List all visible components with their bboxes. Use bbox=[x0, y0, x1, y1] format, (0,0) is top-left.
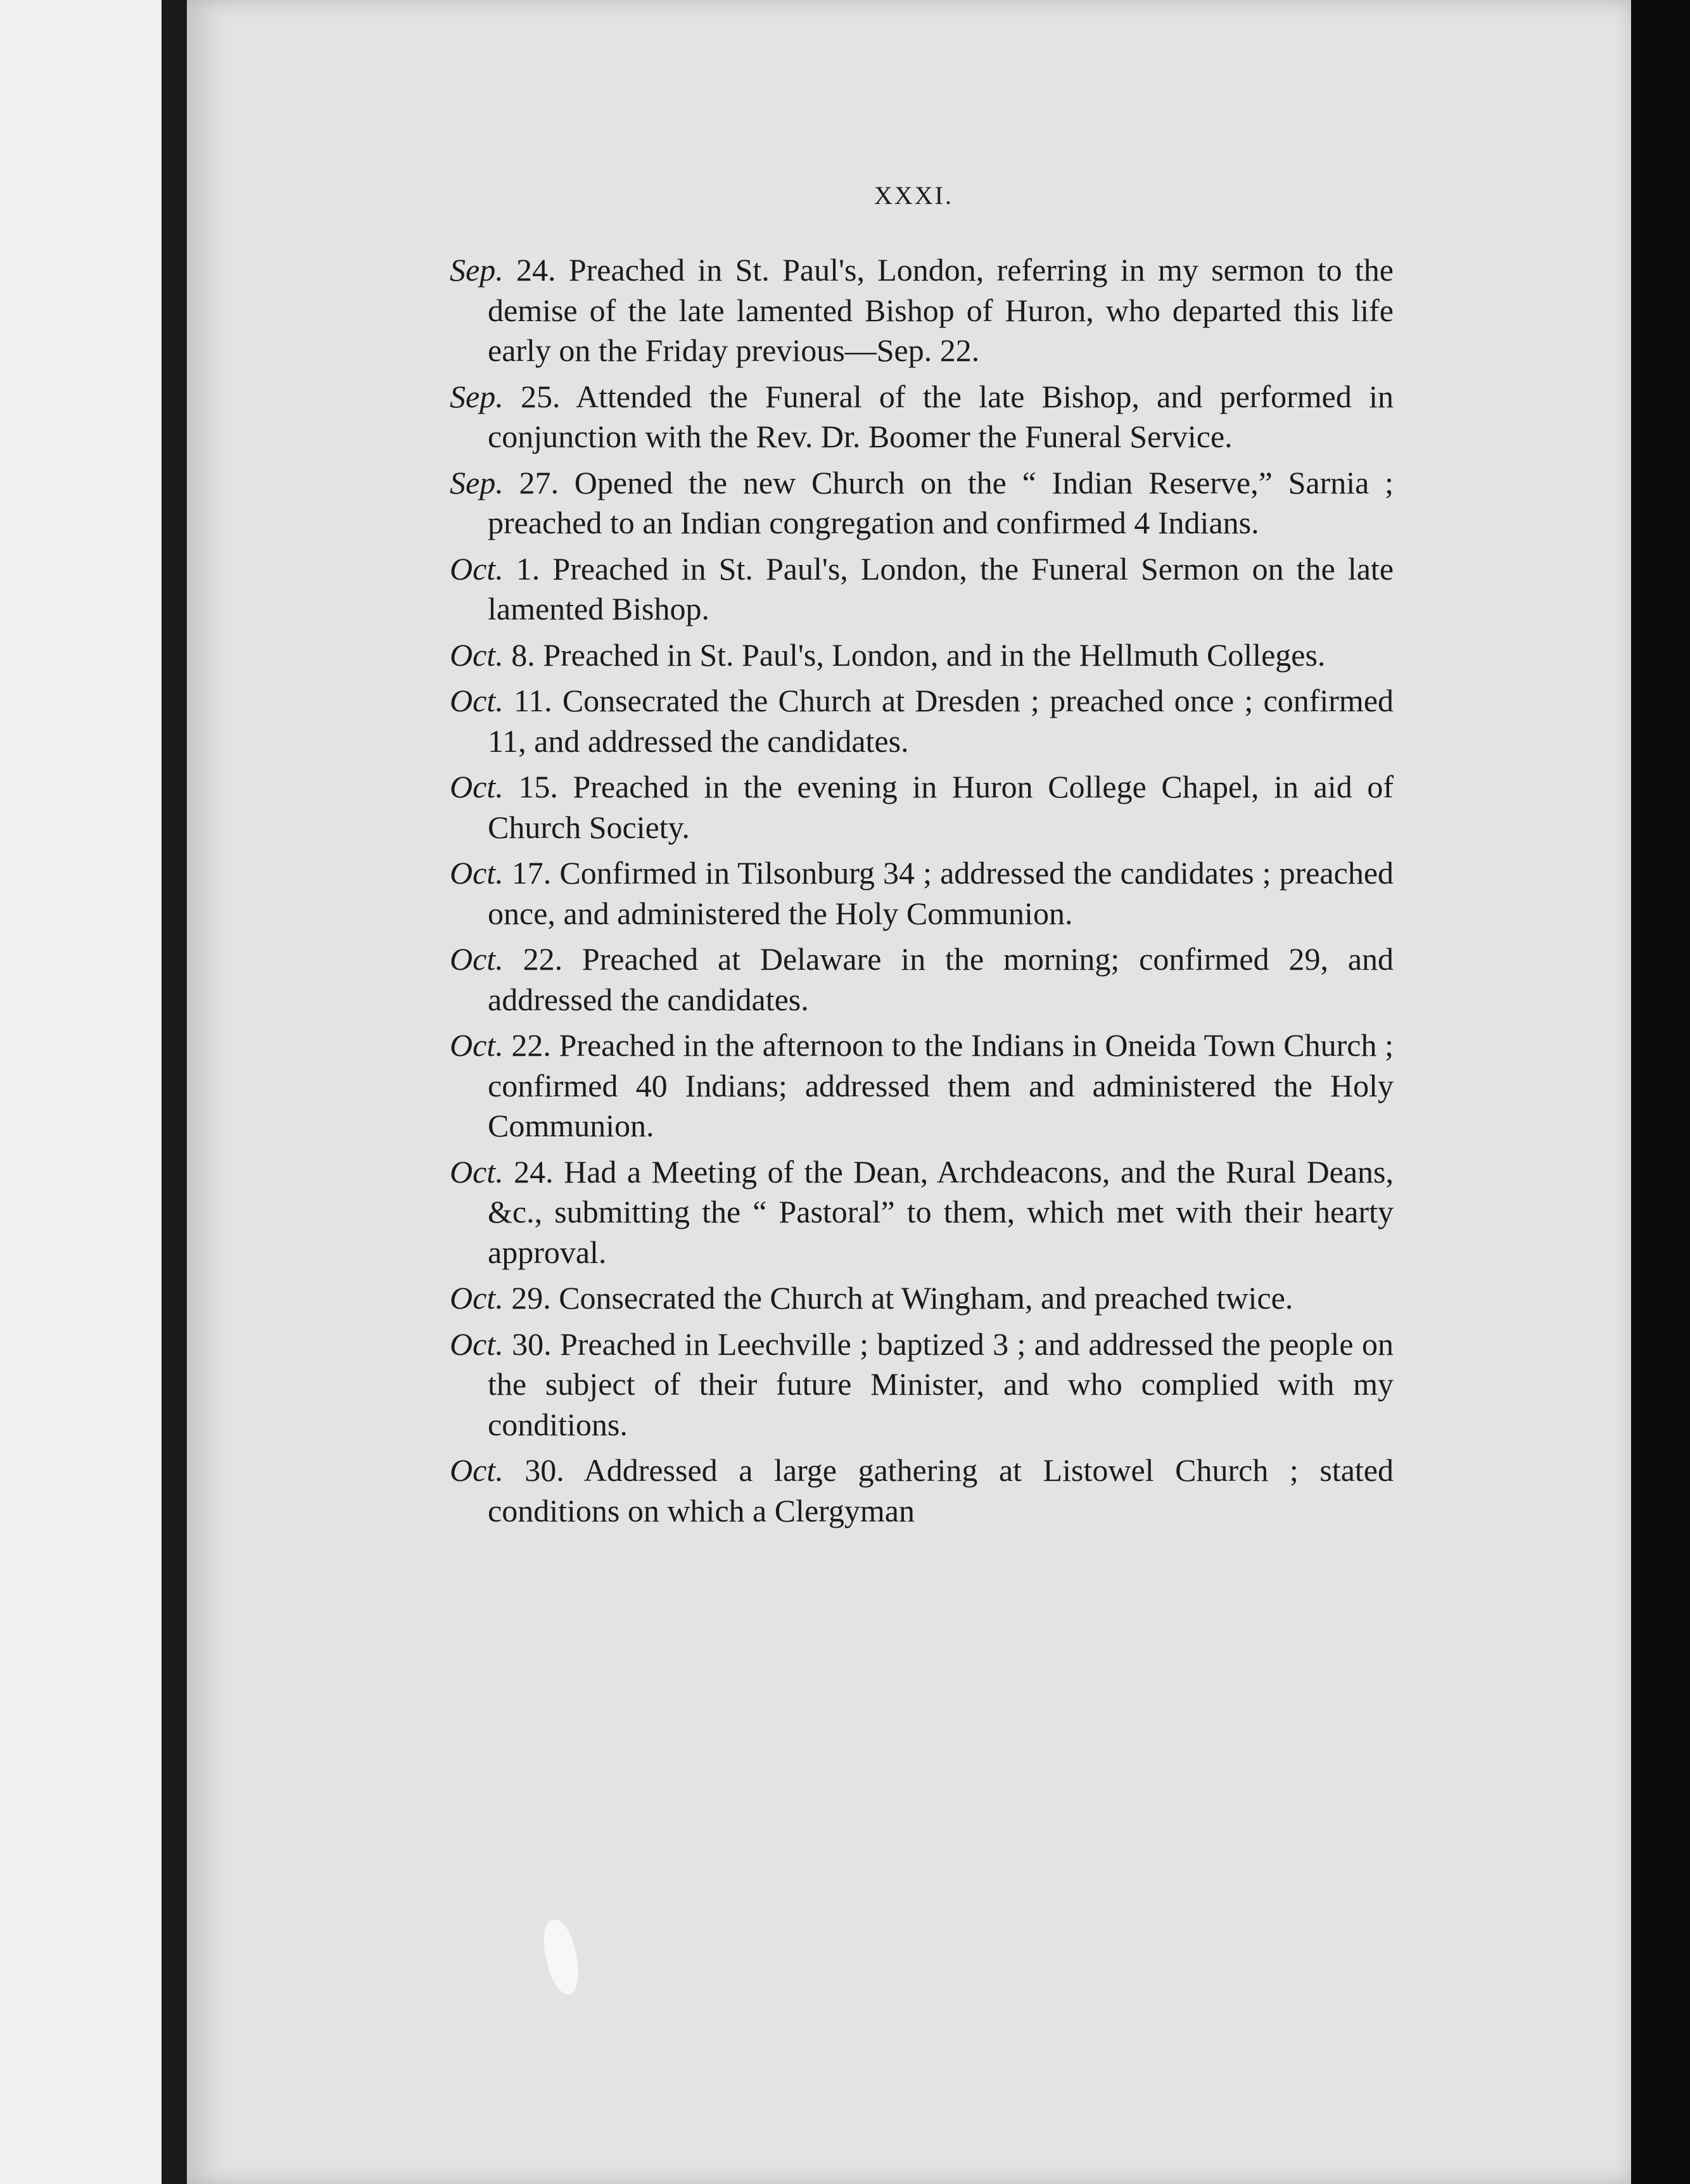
book-gutter bbox=[162, 0, 187, 2184]
entry-month: Oct. bbox=[450, 637, 504, 673]
diary-entries bbox=[450, 250, 1394, 1537]
entry-month: Oct. bbox=[450, 550, 504, 587]
entry-day: 25. bbox=[520, 378, 561, 414]
entry-month: Oct. bbox=[450, 941, 504, 977]
entry-month: Oct. bbox=[450, 1027, 504, 1063]
left-page-edge bbox=[0, 0, 162, 2184]
entry-text: Attended the Funeral of the late Bishop, and performed in conjunction with the Rev. Dr. Boomer the Funeral Service. bbox=[488, 378, 1394, 454]
entry-day: 30. bbox=[524, 1452, 564, 1488]
diary-entry bbox=[450, 635, 1394, 676]
entry-month: Oct. bbox=[450, 1452, 504, 1488]
entry-text: Addressed a large gathering at Listowel Church ; stated conditions on which a Clergyman bbox=[488, 1452, 1394, 1528]
entry-text: Preached in the evening in Huron College Chapel, in aid of Church Society. bbox=[488, 769, 1394, 845]
entry-day: 1. bbox=[516, 550, 540, 587]
diary-entry bbox=[450, 377, 1394, 457]
diary-entry bbox=[450, 1152, 1394, 1273]
entry-text: Preached in St. Paul's, London, the Funeral Sermon on the late lamented Bishop. bbox=[488, 550, 1394, 626]
diary-entry bbox=[450, 1025, 1394, 1146]
diary-entry bbox=[450, 1324, 1394, 1445]
entry-text: Consecrated the Church at Dresden ; preached once ; confirmed 11, and addressed the candidates. bbox=[488, 683, 1394, 759]
diary-entry bbox=[450, 681, 1394, 761]
diary-entry bbox=[450, 463, 1394, 543]
diary-entry bbox=[450, 939, 1394, 1020]
entry-text: Had a Meeting of the Dean, Archdeacons, and the Rural Deans, &c., submitting the “ Pastoral” to them, which met with their hearty approval. bbox=[488, 1153, 1394, 1270]
entry-day: 29. bbox=[511, 1280, 551, 1316]
diary-entry bbox=[450, 853, 1394, 934]
entry-day: 24. bbox=[516, 252, 556, 288]
entry-month: Oct. bbox=[450, 1280, 504, 1316]
entry-text: Opened the new Church on the “ Indian Reserve,” Sarnia ; preached to an Indian congregation and confirmed 4 Indians. bbox=[488, 464, 1394, 540]
entry-text: Preached at Delaware in the morning; confirmed 29, and addressed the candidates. bbox=[488, 941, 1394, 1017]
entry-month: Oct. bbox=[450, 769, 504, 804]
entry-month: Sep. bbox=[450, 252, 504, 288]
diary-entry bbox=[450, 767, 1394, 848]
entry-day: 22. bbox=[511, 1027, 551, 1063]
diary-entry bbox=[450, 549, 1394, 630]
diary-entry bbox=[450, 250, 1394, 371]
entry-day: 30. bbox=[512, 1326, 552, 1362]
entry-day: 8. bbox=[511, 637, 535, 673]
entry-day: 11. bbox=[513, 683, 552, 718]
entry-month: Oct. bbox=[450, 1326, 504, 1362]
entry-day: 22. bbox=[523, 941, 563, 977]
scan-border bbox=[1631, 0, 1690, 2184]
entry-month: Sep. bbox=[450, 378, 504, 414]
page-number: XXXI. bbox=[874, 181, 953, 210]
entry-month: Oct. bbox=[450, 683, 504, 718]
entry-month: Oct. bbox=[450, 855, 504, 891]
entry-month: Oct. bbox=[450, 1153, 504, 1190]
entry-text: Confirmed in Tilsonburg 34 ; addressed the candidates ; preached once, and administered the Holy Communion. bbox=[488, 855, 1394, 931]
entry-text: Preached in St. Paul's, London, referring in my sermon to the demise of the late lamented Bishop of Huron, who departed this life early on the Friday previous—Sep. 22. bbox=[488, 252, 1394, 368]
diary-entry bbox=[450, 1278, 1394, 1319]
entry-text: Preached in Leechville ; baptized 3 ; and addressed the people on the subject of their future Minister, and who complied with my conditions. bbox=[488, 1326, 1394, 1442]
entry-day: 24. bbox=[514, 1153, 554, 1190]
entry-day: 27. bbox=[519, 464, 559, 500]
entry-day: 17. bbox=[511, 855, 552, 891]
entry-day: 15. bbox=[518, 769, 558, 804]
entry-month: Sep. bbox=[450, 464, 504, 500]
entry-text: Preached in St. Paul's, London, and in the Hellmuth Colleges. bbox=[543, 637, 1326, 673]
diary-entry bbox=[450, 1451, 1394, 1531]
entry-text: Consecrated the Church at Wingham, and preached twice. bbox=[559, 1280, 1293, 1316]
entry-text: Preached in the afternoon to the Indians in Oneida Town Church ; confirmed 40 Indians; addressed them and administered the Holy Communion. bbox=[488, 1027, 1394, 1143]
